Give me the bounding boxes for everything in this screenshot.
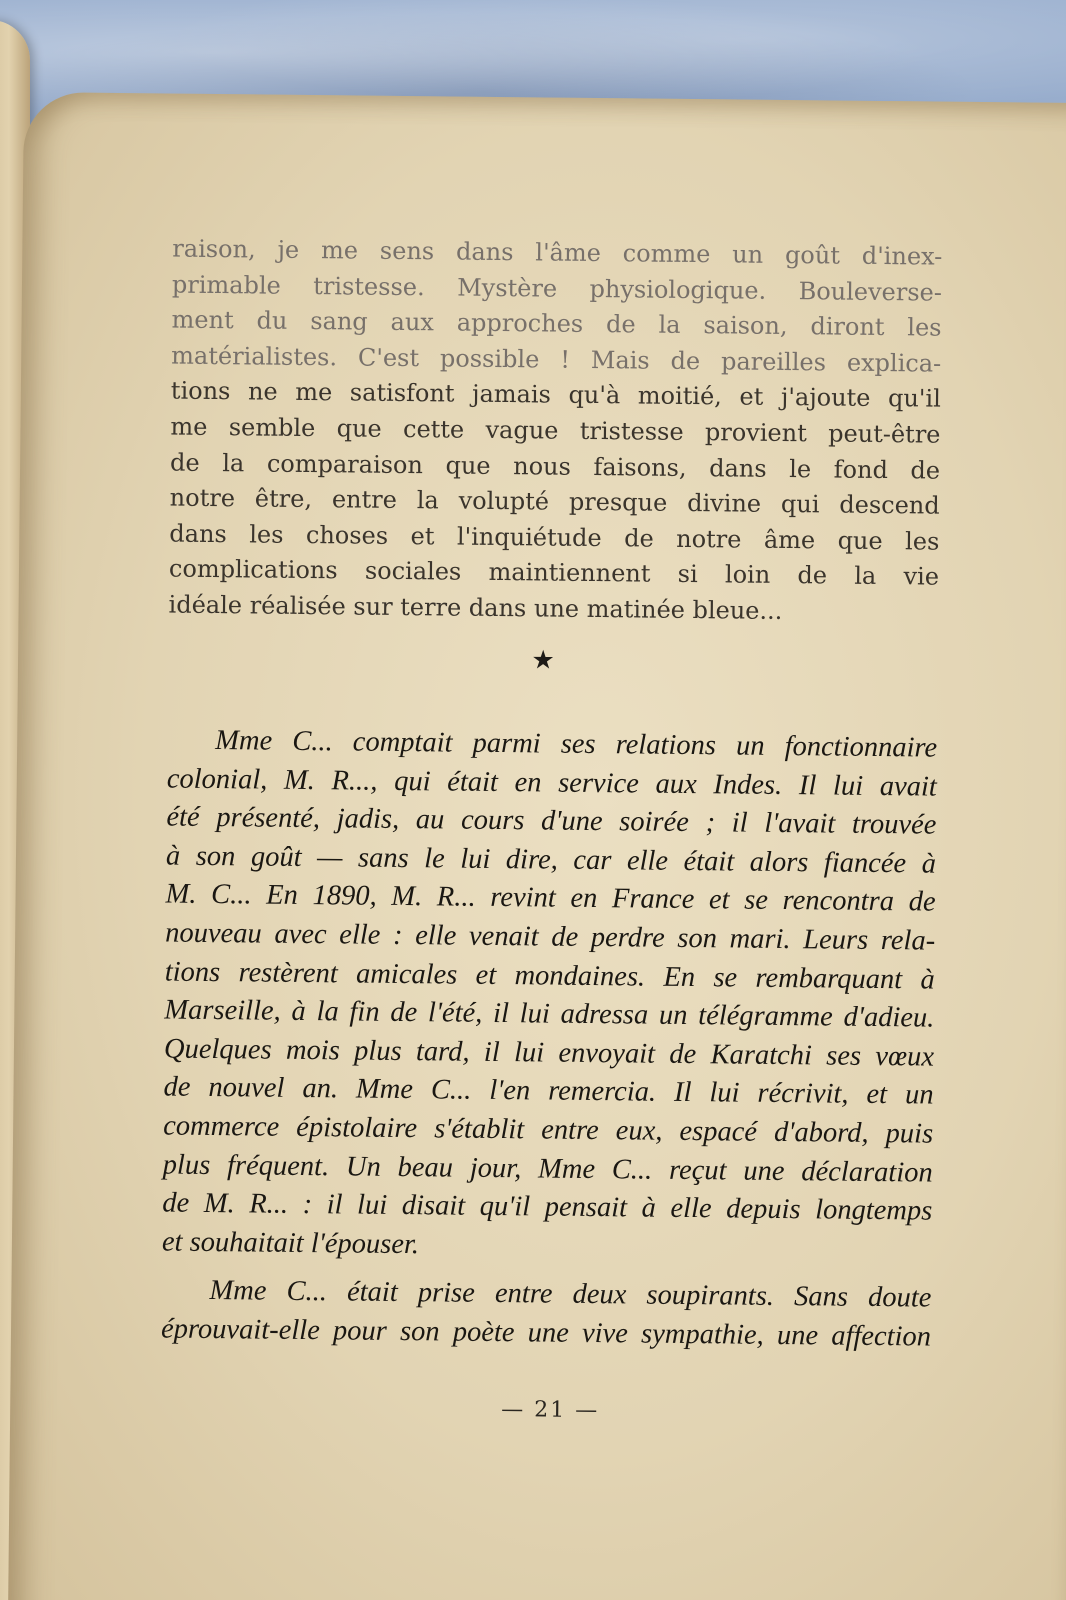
text-line: et souhaitait l'épouser. [161,1226,420,1260]
text-line: primable tristesse. Mystère physiologique. Bouleverse- [171,270,943,307]
text-line: tions restèrent amicales et mondaines. En se rembarquant à [164,956,935,996]
text-line: de M. R... : il lui disait qu'il pensait à elle depuis longtemps [162,1187,933,1227]
text-line: matérialistes. C'est possible ! Mais de pareilles explica- [171,341,942,378]
text-line: complications sociales maintiennent si loin de la vie [168,554,940,591]
text-line: Marseille, à la fin de l'été, il lui adressa un télégramme d'adieu. [164,994,935,1034]
text-line: éprouvait-elle pour son poète une vive sympathie, une affection [160,1313,932,1353]
text-line: idéale réalisée sur terre dans une matinée bleue... [168,590,783,625]
book-page [8,92,1066,1600]
text-line: commerce épistolaire s'établit entre eux, espacé d'abord, puis [163,1110,934,1150]
text-line: nouveau avec elle : elle venait de perdre son mari. Leurs rela- [165,917,936,957]
page-number: — 21 — [501,1397,600,1424]
text-line: Mme C... comptait parmi ses relations un fonctionnaire [215,725,938,764]
text-line: notre être, entre la volupté presque divine qui descend [169,483,940,520]
text-line: me semble que cette vague tristesse provient peut-être [170,412,941,449]
italic-text-section [161,722,938,1358]
text-line: ment du sang aux approches de la saison, diront les [171,305,942,342]
text-line: été présenté, jadis, au cours d'une soirée ; il l'avait trouvée [166,801,937,841]
section-separator-star: ★ [531,645,555,676]
upper-paragraph [168,232,942,632]
italic-paragraph-1 [162,722,938,1270]
text-line: de la comparaison que nous faisons, dans le fond de [169,448,941,485]
italic-paragraph-2 [161,1272,932,1357]
text-line: tions ne me satisfont jamais qu'à moitié, et j'ajoute qu'il [170,376,941,413]
text-line: dans les choses et l'inquiétude de notre âme que les [169,519,940,556]
text-line: M. C... En 1890, M. R... revint en France et se rencontra de [165,878,936,918]
text-line: colonial, M. R..., qui était en service aux Indes. Il lui avait [166,763,937,803]
text-line: Mme C... était prise entre deux soupirants. Sans doute [209,1275,932,1314]
text-line: raison, je me sens dans l'âme comme un goût d'inex- [172,234,943,271]
text-line: Quelques mois plus tard, il lui envoyait de Karatchi ses vœux [163,1033,935,1073]
text-line: à son goût — sans le lui dire, car elle était alors fiancée à [165,840,937,880]
text-line: de nouvel an. Mme C... l'en remercia. Il lui récrivit, et un [163,1071,934,1111]
text-line: plus fréquent. Un beau jour, Mme C... reçut une déclaration [162,1149,933,1189]
